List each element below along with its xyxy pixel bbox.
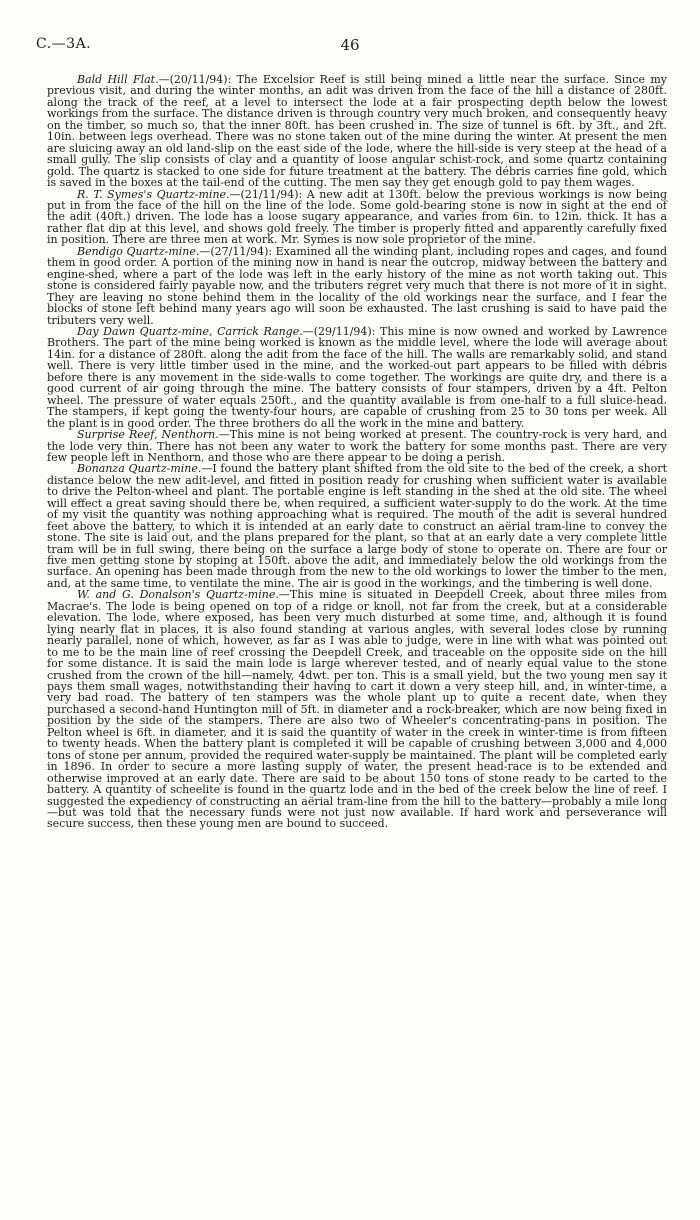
report-body bbox=[47, 74, 667, 830]
paragraph-day-dawn-quartz-mine bbox=[47, 326, 667, 429]
paragraph-title: Bendigo Quartz-mine. bbox=[77, 244, 200, 258]
paragraph-symes-quartz-mine bbox=[47, 189, 667, 246]
paragraph-bald-hill-flat bbox=[47, 74, 667, 189]
page-header bbox=[36, 36, 664, 56]
paragraph-text: —(21/11/94): A new adit at 130ft. below the previous workings is now being put in from the face of the hill on the line of the lode. Some gold-bearing stone is now in sight at the end of the adit (40ft.) driven. The lode has a loose sugary appearance, and varies from 6in. to 12in. thick. It has a rather flat dip at this level, and shows gold freely. The timber is properly fitted and apparently carefully fixed in position. There are three men at work. Mr. Symes is now sole proprietor of the mine. bbox=[47, 187, 667, 247]
paragraph-donalson-quartz-mine bbox=[47, 589, 667, 830]
paragraph-title: Surprise Reef, Nenthorn. bbox=[77, 428, 219, 442]
paragraph-title: R. T. Symes's Quartz-mine. bbox=[77, 187, 230, 201]
paragraph-text: —(29/11/94): This mine is now owned and worked by Lawrence Brothers. The part of the mine being worked is known as the middle level, where the lode will average about 14in. for a distance of 280ft. along the adit from the face of the hill. The walls are remarkably solid, and stand well. There is very little timber used in the mine, and the worked-out part appears to be filled with débris before there is any movement in the side-walls to come together. The workings are quite dry, and there is a good current of air going through the mine. The battery consists of four stampers, driven by a 4ft. Pelton wheel. The pressure of water equals 250ft., and the quantity available is from one-half to a full sluice-head. The stampers, if kept going the twenty-four hours, are capable of crushing from 25 to 30 tons per week. All the plant is in good order. The three brothers do all the work in the mine and battery. bbox=[47, 324, 667, 430]
paragraph-title: Bonanza Quartz-mine. bbox=[77, 462, 202, 476]
paragraph-surprise-reef bbox=[47, 429, 667, 463]
parliamentary-paper-reference: C.—3A. bbox=[36, 36, 92, 52]
paragraph-title: Day Dawn Quartz-mine, Carrick Range. bbox=[77, 324, 303, 338]
paragraph-text: —This mine is not being worked at present. The country-rock is very hard, and the lode very thin. There has not been any water to work the battery for some months past. There are very few people left in Nenthorn, and those who are there appear to be doing a perish. bbox=[47, 428, 667, 464]
paragraph-text: —I found the battery plant shifted from the old site to the bed of the creek, a short distance below the new adit-level, and fitted in position ready for crushing when sufficient water is available to drive the Pelton-wheel and plant. The portable engine is left standing in the shed at the old site. The wheel will effect a great saving should there be, when required, a sufficient water-supply to do the work. At the time of my visit the quantity was nothing approaching what is required. The mouth of the adit is several hundred feet above the battery, to which it is intended at an early date to construct an aërial tram-line to convey the stone. The site is laid out, and the plans prepared for the plant, so that at an early date a very complete little tram will be in full swing, there being on the surface a large body of stone to operate on. There are four or five men getting stone by stoping at 150ft. above the adit, and immediately below the old workings from the surface. An opening has been made through from the new to the old workings to lower the timber to the men, and, at the same time, to ventilate the mine. The air is good in the workings, and the timbering is well done. bbox=[47, 462, 667, 590]
paragraph-title: W. and G. Donalson's Quartz-mine. bbox=[77, 588, 279, 602]
paragraph-bonanza-quartz-mine bbox=[47, 463, 667, 589]
paragraph-bendigo-quartz-mine bbox=[47, 246, 667, 326]
page-number: 46 bbox=[340, 36, 360, 54]
paragraph-title: Bald Hill Flat. bbox=[77, 73, 159, 86]
paragraph-text: —(20/11/94): The Excelsior Reef is still being mined a little near the surface. Since my previous visit, and during the winter months, an adit was driven from the face of the hill a distance of 280ft. along the track of the reef, at a level to intersect the lode at a fair prospecting depth below the lowest workings from the surface. The distance driven is through country very much broken, and consequently heavy on the timber, so much so, that the inner 80ft. has been crushed in. The size of tunnel is 6ft. by 3ft., and 2ft. 10in. between legs overhead. There was no stone taken out of the mine during the winter. At present the men are sluicing away an old land-slip on the east side of the lode, where the hill-side is very steep at the head of a small gully. The slip consists of clay and a quantity of loose angular schist-rock, and some quartz containing gold. The quartz is stacked to one side for future treatment at the battery. The débris carries fine gold, which is saved in the boxes at the tail-end of the cutting. The men say they get enough gold to pay them wages. bbox=[47, 73, 668, 190]
paragraph-text: —This mine is situated in Deepdell Creek, about three miles from Macrae's. The lode is being opened on top of a ridge or knoll, not far from the creek, but at a considerable elevation. The lode, where exposed, has been very much disturbed at some time, and, although it is found lying nearly flat in places, it is also found standing at various angles, with several lodes close by running nearly parallel, none of which, however, as far as I was able to judge, were in line with what was pointed out to me to be the main line of reef crossing the Deepdell Creek, and traceable on the opposite side on the hill for some distance. It is said the main lode is large wherever tested, and of nearly equal value to the stone crushed from the crown of the hill—namely, 4dwt. per ton. This is a small yield, but the two young men say it pays them small wages, notwithstanding their having to cart it down a very steep hill, and, in winter-time, a very bad road. The battery of ten stampers was the whole plant up to quite a recent date, when they purchased a second-hand Huntington mill of 5ft. in diameter and a rock-breaker, which are now being fixed in position by the side of the stampers. There are also two of Wheeler's concentrating-pans in position. The Pelton wheel is 6ft. in diameter, and it is said the quantity of water in the creek in winter-time is from fifteen to twenty heads. When the battery plant is completed it will be capable of crushing between 3,000 and 4,000 tons of stone per annum, provided the required water-supply be maintained. The plant will be completed early in 1896. In order to secure a more lasting supply of water, the present head-race is to be extended and otherwise improved at an early date. There are said to be about 150 tons of stone ready to be carted to the battery. A quantity of scheelite is found in the quartz lode and in the bed of the creek below the line of reef. I suggested the expediency of constructing an aërial tram-line from the hill to the battery—probably a mile long—but was told that the necessary funds were not just now available. If hard work and perseverance will secure success, then these young men are bound to succeed. bbox=[47, 588, 667, 831]
paragraph-text: —(27/11/94): Examined all the winding plant, including ropes and cages, and found them in good order. A portion of the mining now in hand is near the outcrop, midway between the battery and engine-shed, where a part of the lode was left in the early history of the mine as not worth taking out. This stone is considered fairly payable now, and the tributers regret very much that there is not more of it in sight. They are leaving no stone behind them in the locality of the old workings near the surface, and I fear the blocks of stone left behind many years ago will soon be exhausted. The last crushing is said to have paid the tributers very well. bbox=[47, 244, 667, 327]
